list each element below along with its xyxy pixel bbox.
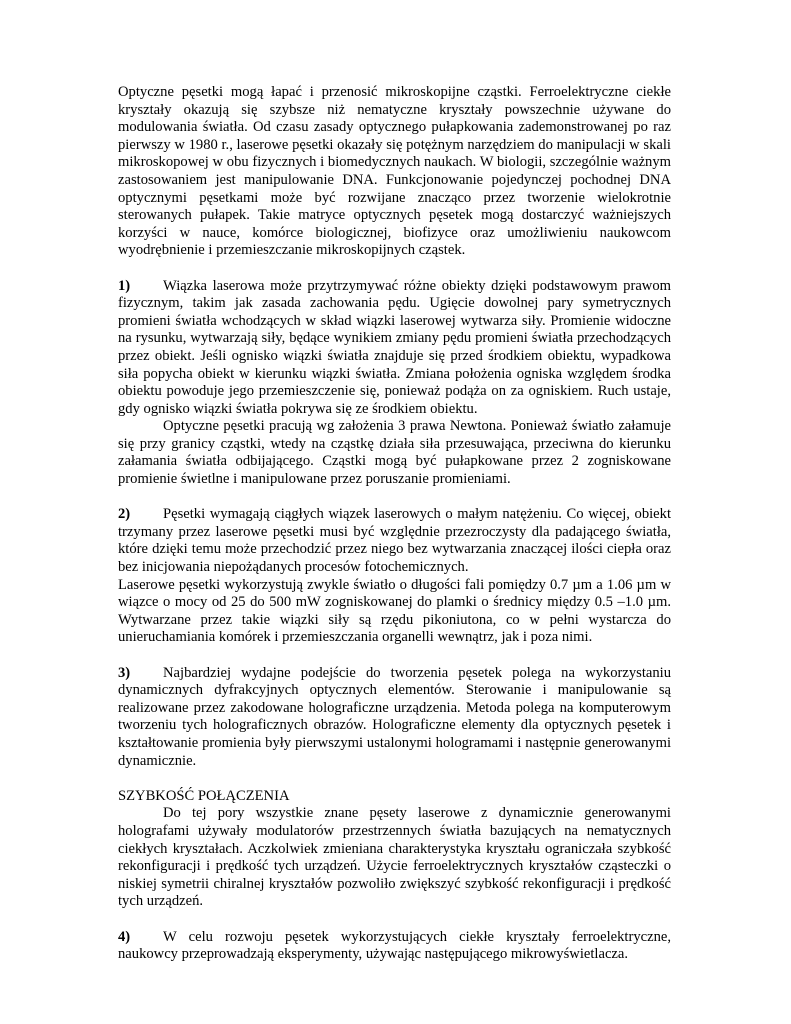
section-2-text-1: Pęsetki wymagają ciągłych wiązek laserowych o małym natężeniu. Co więcej, obiekt trzymany przez laserowe pęsetki musi być względnie przezroczysty dla padającego światła, które dzięki temu może przechodzić przez niego bez wytwarzania znaczącej ilości ciepła oraz bez inicjowania niepożądanych procesów fotochemicznych. bbox=[118, 506, 671, 576]
paragraph-gap bbox=[118, 260, 671, 278]
section-4-paragraph-1 bbox=[118, 929, 671, 964]
section-1-number: 1) bbox=[118, 277, 131, 294]
section-2-number: 2) bbox=[118, 506, 131, 523]
paragraph-gap bbox=[118, 489, 671, 507]
speed-paragraph-1: Do tej pory wszystkie znane pęsety laserowe z dynamicznie generowanymi holografami używały modulatorów przestrzennych światła bazujących na nematycznych ciekłych kryształach. Aczkolwiek zmieniana charakterystyka kryształu ograniczała szybkość rekonfiguracji i prędkość tych urządzeń. Użycie ferroelektrycznych kryształów cząsteczki o niskiej symetrii chiralnej kryształów pozwoliło zwiększyć szybkość rekonfiguracji i prędkość tych urządzeń. bbox=[118, 805, 671, 910]
paragraph-gap bbox=[118, 911, 671, 929]
section-2-paragraph-1 bbox=[118, 506, 671, 576]
paragraph-gap bbox=[118, 770, 671, 788]
section-1-text-1: Wiązka laserowa może przytrzymywać różne obiekty dzięki podstawowym prawom fizycznym, takim jak zasada zachowania pędu. Ugięcie dowolnej pary symetrycznych promieni światła wchodzących w skład wiązki laserowej wytwarza siły. Promienie widoczne na rysunku, wytwarzają siły, będące wynikiem zmiany pędu promieni światła przechodzących przez obiekt. Jeśli ognisko wiązki światła znajduje się przed środkiem obiektu, wypadkowa siła popycha obiekt w kierunku wiązki światła. Zmiana położenia ogniska względem środka obiektu powoduje jego przemieszczenie się, ponieważ podąża on za ogniskiem. Ruch ustaje, gdy ognisko wiązki światła pokrywa się ze środkiem obiektu. bbox=[118, 277, 671, 417]
section-3-text-1: Najbardziej wydajne podejście do tworzenia pęsetek polega na wykorzystaniu dynamicznych dyfrakcyjnych optycznych elementów. Sterowanie i manipulowanie są realizowane przez zakodowane holograficzne urządzenia. Metoda polega na komputerowym tworzeniu tych holograficznych obrazów. Holograficzne elementy dla optycznych pęsetek i kształtowanie promienia były pierwszymi ustalonymi hologramami i następnie generowanymi dynamicznie. bbox=[118, 664, 671, 769]
section-1-paragraph-2: Optyczne pęsetki pracują wg założenia 3 prawa Newtona. Ponieważ światło załamuje się przy granicy cząstki, wtedy na cząstkę działa siła przesuwająca, przeciwna do kierunku załamania światła odbijającego. Cząstki mogą być pułapkowane przez 2 zogniskowane promienie świetlne i manipulowane przez poruszanie promieniami. bbox=[118, 418, 671, 488]
section-3-number: 3) bbox=[118, 664, 131, 681]
speed-heading: SZYBKOŚĆ POŁĄCZENIA bbox=[118, 787, 290, 804]
intro-paragraph: Optyczne pęsetki mogą łapać i przenosić mikroskopijne cząstki. Ferroelektryczne ciekłe kryształy okazują się szybsze niż nematyczne kryształy powszechnie używane do modulowania światła. Od czasu zasady optycznego pułapkowania zademonstrowanej po raz pierwszy w 1980 r., laserowe pęsetki okazały się potężnym narzędziem do manipulacji w skali mikroskopowej w obu fizycznych i biomedycznych naukach. W biologii, szczególnie ważnym zastosowaniem jest manipulowanie DNA. Funkcjonowanie pojedynczej pochodnej DNA optycznymi pęsetkami może być rozwijane znacząco przez tworzenie wielokrotnie sterowanych pułapek. Takie matryce optycznych pęsetek mogą dostarczyć ważniejszych korzyści w nauce, komórce biologicznej, biofizyce oraz umożliwieniu naukowcom wyodrębnienie i przemieszczanie mikroskopijnych cząstek. bbox=[118, 84, 671, 259]
paragraph-gap bbox=[118, 647, 671, 665]
section-1-paragraph-1 bbox=[118, 278, 671, 419]
section-4-text-1: W celu rozwoju pęsetek wykorzystujących ciekłe kryształy ferroelektryczne, naukowcy przeprowadzają eksperymenty, używając następującego mikrowyświetlacza. bbox=[118, 928, 671, 963]
section-3-paragraph-1 bbox=[118, 665, 671, 771]
document-page bbox=[118, 84, 671, 964]
section-2-paragraph-2: Laserowe pęsetki wykorzystują zwykle światło o długości fali pomiędzy 0.7 µm a 1.06 µm w wiązce o mocy od 25 do 500 mW zogniskowanej do plamki o średnicy między 0.5 –1.0 µm. Wytwarzane przez takie wiązki siły są rzędu pikoniutona, co w pełni wystarcza do unieruchamiania komórek i przemieszczania organelli wewnątrz, jak i poza nimi. bbox=[118, 576, 671, 646]
section-4-number: 4) bbox=[118, 928, 131, 945]
